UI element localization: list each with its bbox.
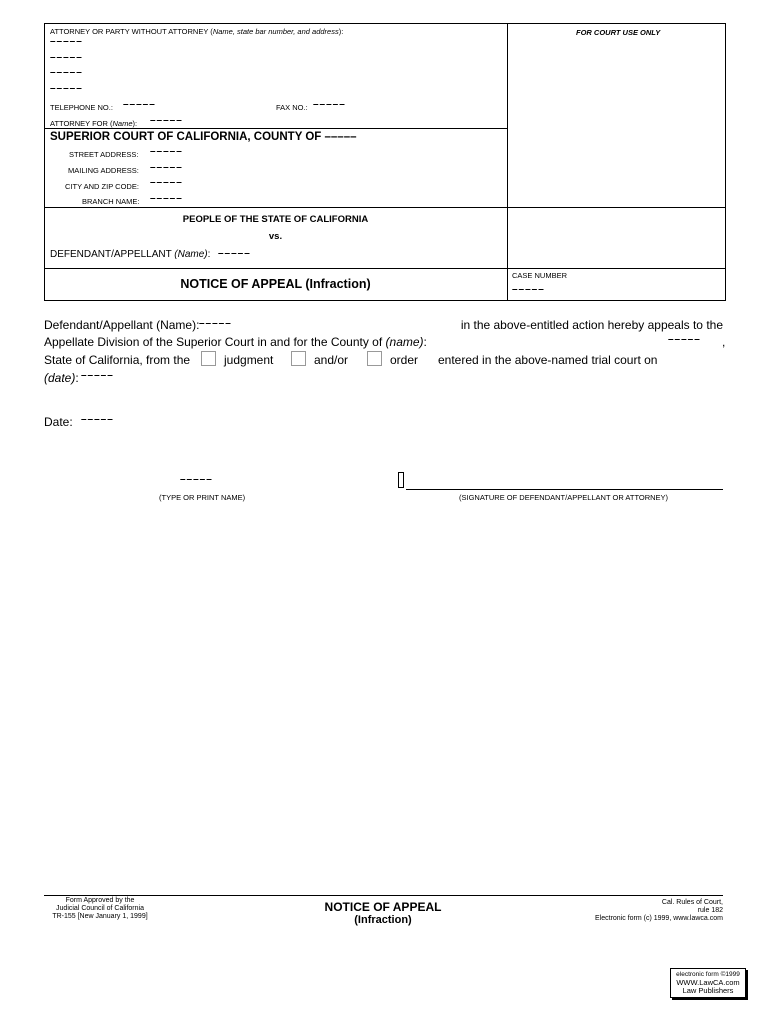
date-label: Date: [44,415,73,429]
telephone-field[interactable]: ––––– [123,99,156,110]
andor-label: and/or [314,353,349,367]
caption-divider-vertical [507,23,508,301]
judgment-label: judgment [224,353,274,367]
attorney-line-3[interactable]: ––––– [50,67,83,78]
county-comma: , [722,335,726,349]
appellate-division-text: Appellate Division of the Superior Court in and for the County of (name): [44,335,427,349]
footer-center [283,900,483,926]
judgment-checkbox[interactable] [201,351,216,366]
electronic-form-text: Electronic form (c) 1999, www.lawca.com [595,915,723,922]
attorney-for-label: ATTORNEY FOR (Name): [50,119,138,128]
defendant-caption-label: DEFENDANT/APPELLANT (Name): [50,249,211,260]
court-title: SUPERIOR COURT OF CALIFORNIA, COUNTY OF ––––– [50,131,357,143]
mailing-address-field[interactable]: ––––– [150,162,183,173]
case-number-label: CASE NUMBER [512,271,568,280]
form-title: NOTICE OF APPEAL (Infraction) [180,277,371,291]
defendant-name-field[interactable]: ––––– [199,318,232,329]
telephone-label: TELEPHONE NO.: [50,103,113,112]
defendant-name-label: Defendant/Appellant (Name): [44,318,200,332]
order-checkbox[interactable] [367,351,382,366]
print-name-field[interactable]: ––––– [180,474,213,485]
footer-subtitle: (Infraction) [354,914,412,926]
from-the-text: State of California, from the [44,353,191,367]
form-number-text: TR-155 [New January 1, 1999] [52,913,148,920]
street-address-label: STREET ADDRESS: [69,150,139,159]
branch-name-field[interactable]: ––––– [150,193,183,204]
caption-divider-court [44,207,726,208]
andor-checkbox[interactable] [291,351,306,366]
court-use-only-label: FOR COURT USE ONLY [576,28,661,37]
rules-of-court-text: Cal. Rules of Court, [661,899,723,906]
city-zip-label: CITY AND ZIP CODE: [65,182,139,191]
footer-right [595,899,723,923]
county-name-field[interactable]: ––––– [668,334,701,345]
attorney-for-field[interactable]: ––––– [150,115,183,126]
street-address-field[interactable]: ––––– [150,146,183,157]
order-label: order [390,353,419,367]
defendant-caption-field[interactable]: ––––– [218,248,251,259]
attorney-label: ATTORNEY OR PARTY WITHOUT ATTORNEY (Name, state bar number, and address): [50,27,344,36]
type-name-label: (TYPE OR PRINT NAME) [159,493,246,502]
rule-number-text: rule 182 [697,907,723,914]
vs-label: vs. [268,231,283,242]
stamp-line-2: WWW.LawCA.com [676,978,740,987]
appeals-text: in the above-entitled action hereby appeals to the [460,318,723,332]
stamp-line-3: Law Publishers [682,986,734,995]
judicial-council-text: Judicial Council of California [56,905,144,912]
people-label: PEOPLE OF THE STATE OF CALIFORNIA [182,214,369,225]
attorney-line-1[interactable]: ––––– [50,36,83,47]
footer-left [44,897,156,921]
date-field[interactable]: ––––– [81,414,114,425]
entered-text: entered in the above-named trial court on [438,353,658,367]
footer-title: NOTICE OF APPEAL [324,900,442,914]
signature-label: (SIGNATURE OF DEFENDANT/APPELLANT OR ATTORNEY) [459,493,669,502]
date-italic-label: (date): [44,371,79,385]
attorney-line-4[interactable]: ––––– [50,83,83,94]
signature-marker-icon [398,472,404,488]
fax-field[interactable]: ––––– [313,99,346,110]
judgment-date-field[interactable]: ––––– [81,370,114,381]
signature-line[interactable] [406,489,723,490]
case-number-field[interactable]: ––––– [512,284,545,295]
stamp-line-1: electronic form ©1999 [676,971,740,978]
caption-divider-title [44,268,726,269]
branch-name-label: BRANCH NAME: [82,197,140,206]
caption-divider-attorney [44,128,507,129]
lawca-stamp [670,968,746,998]
form-approved-text: Form Approved by the [65,897,135,904]
mailing-address-label: MAILING ADDRESS: [68,166,139,175]
fax-label: FAX NO.: [276,103,308,112]
footer-rule [44,895,723,896]
attorney-line-2[interactable]: ––––– [50,52,83,63]
city-zip-field[interactable]: ––––– [150,177,183,188]
